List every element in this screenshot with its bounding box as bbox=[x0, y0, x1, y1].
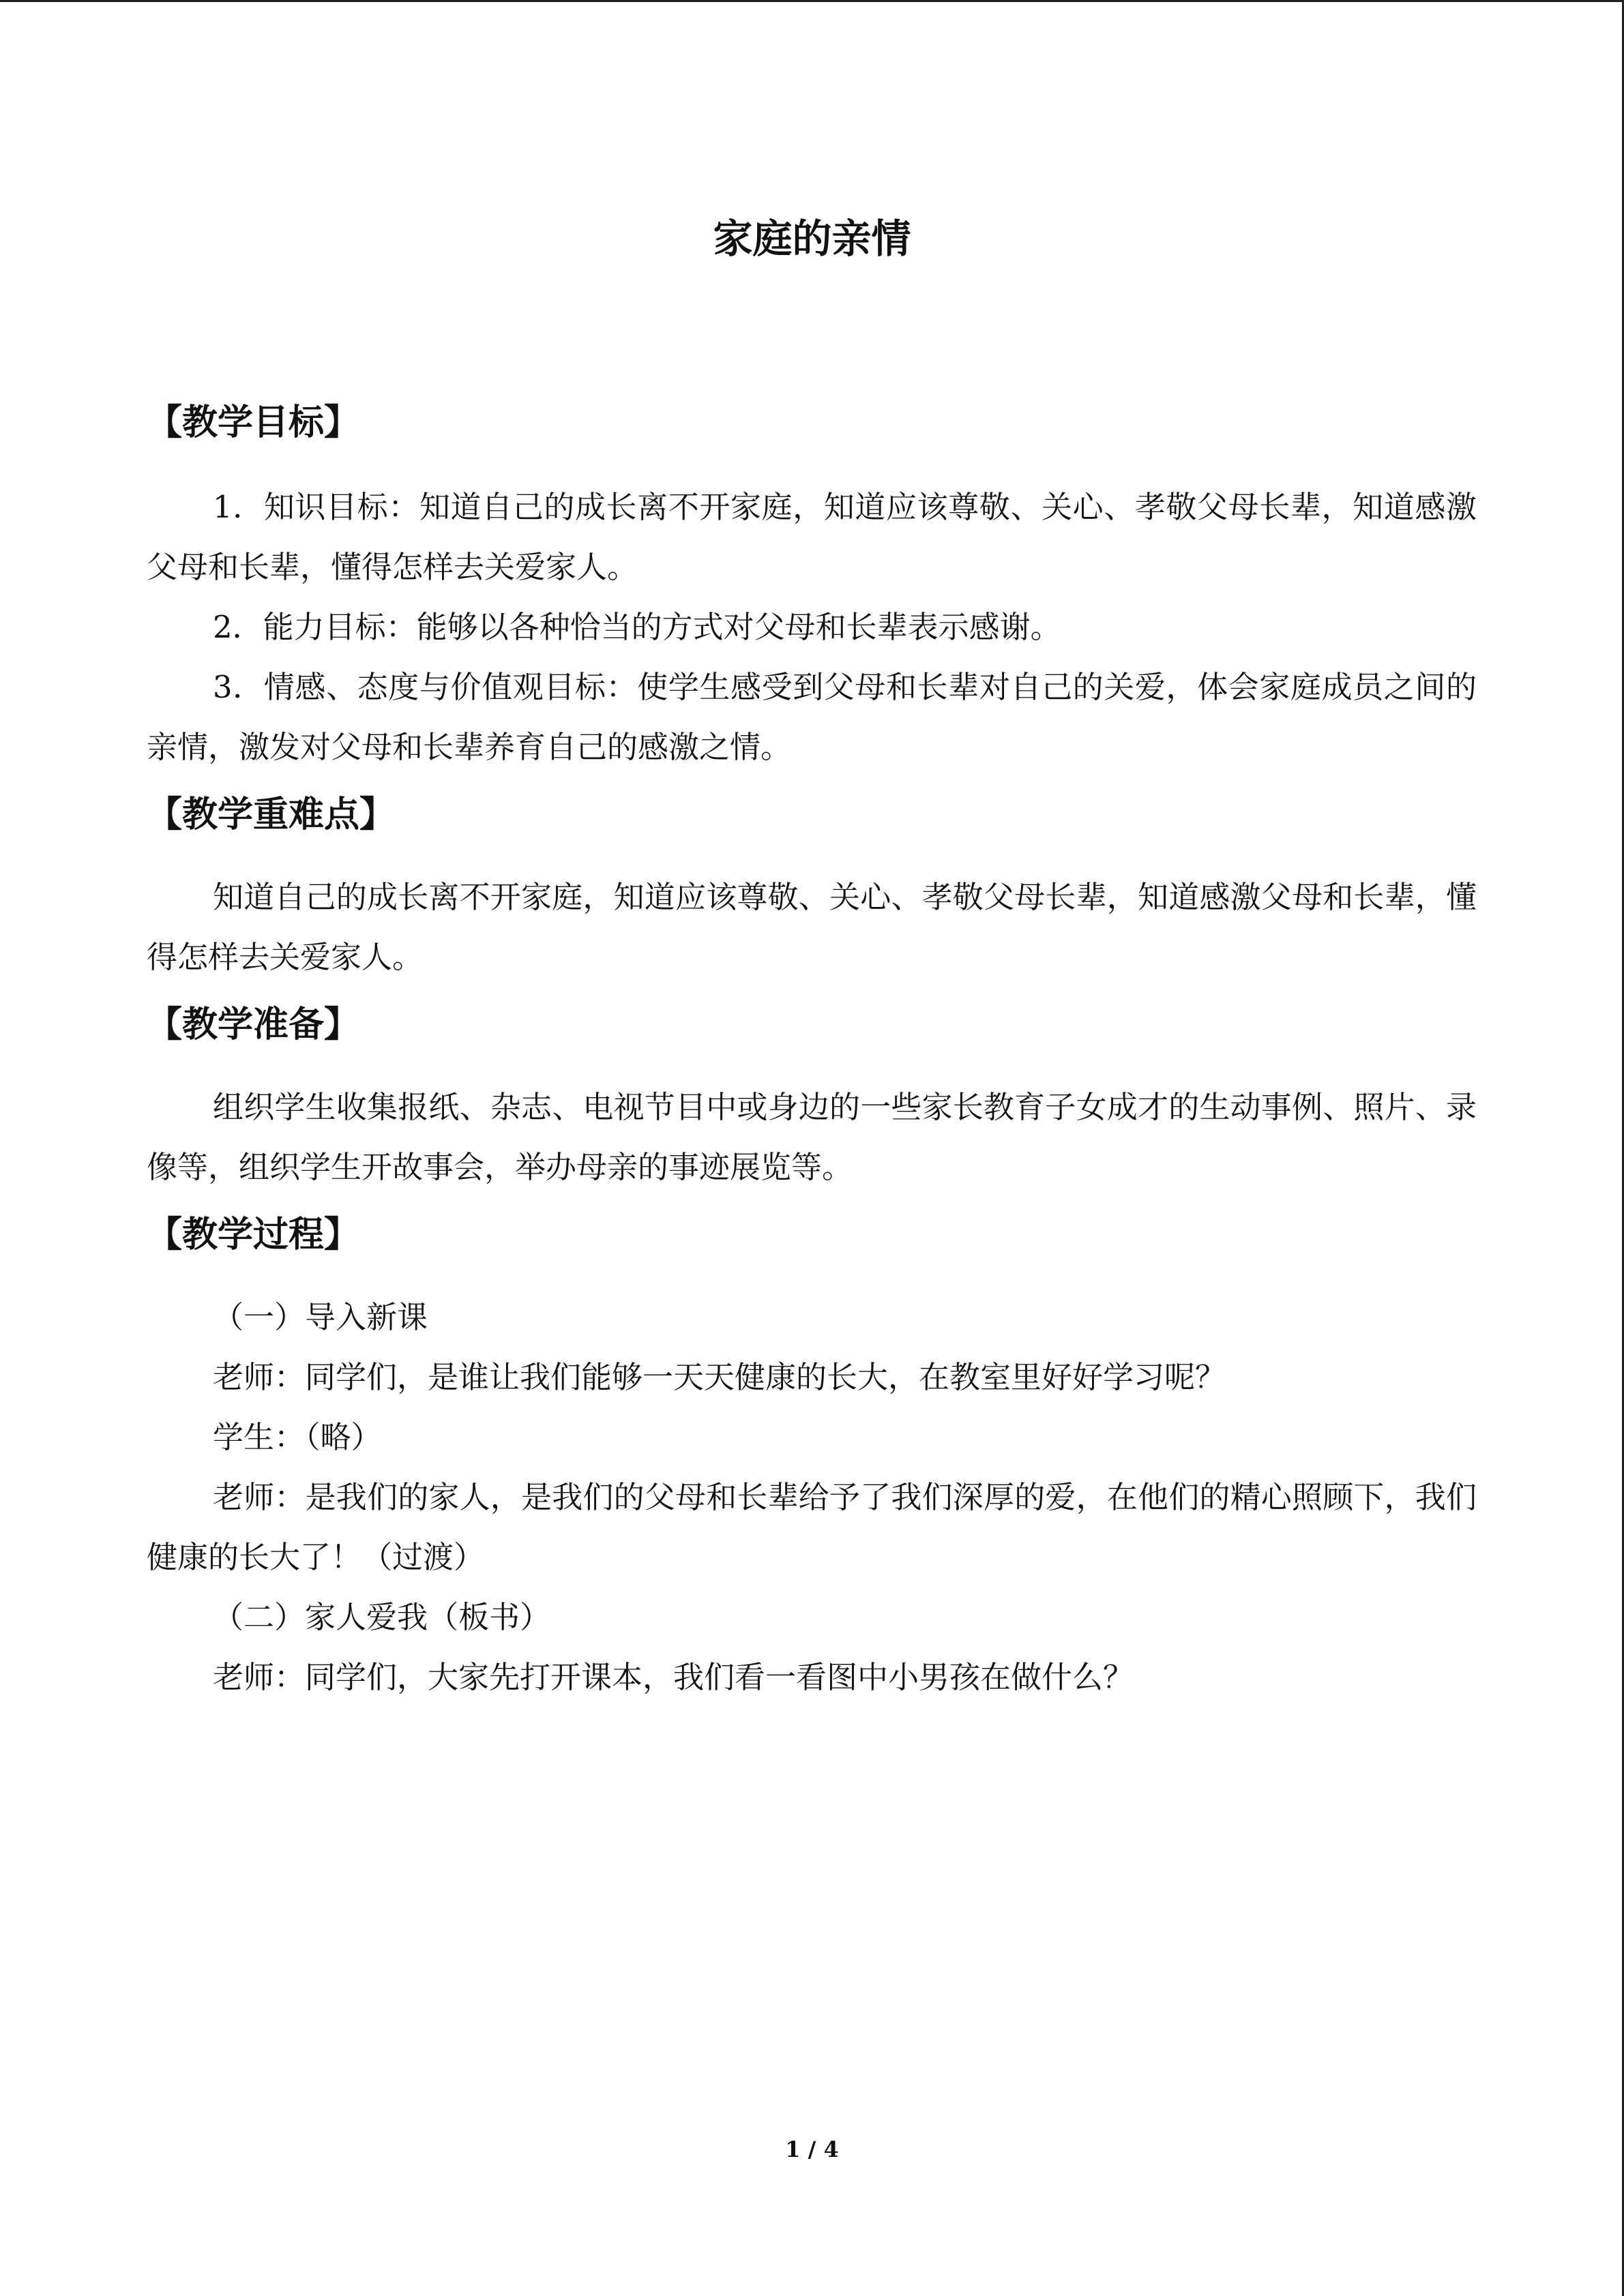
section-heading-process: 【教学过程】 bbox=[147, 1214, 360, 1255]
process-line-intro: （一）导入新课 bbox=[213, 1299, 428, 1335]
goal-item-knowledge: 1．知识目标：知道自己的成长离不开家庭，知道应该尊敬、关心、孝敬父母长辈，知道感激父母和长辈，懂得怎样去关爱家人。 bbox=[147, 489, 1477, 585]
preparation-text: 组织学生收集报纸、杂志、电视节目中或身边的一些家长教育子女成才的生动事例、照片、录像等，组织学生开故事会，举办母亲的事迹展览等。 bbox=[147, 1089, 1477, 1185]
document-title: 家庭的亲情 bbox=[713, 215, 911, 262]
process-line-student-answer: 学生：（略） bbox=[213, 1419, 382, 1455]
section-heading-preparation: 【教学准备】 bbox=[147, 1004, 360, 1045]
section-heading-key-points: 【教学重难点】 bbox=[147, 794, 396, 835]
section-heading-goals: 【教学目标】 bbox=[147, 402, 360, 443]
goal-item-ability: 2．能力目标：能够以各种恰当的方式对父母和长辈表示感谢。 bbox=[213, 609, 1061, 645]
page-top-border bbox=[0, 0, 1624, 2]
process-line-teacher-question: 老师：同学们，是谁让我们能够一天天健康的长大，在教室里好好学习呢？ bbox=[213, 1359, 1226, 1395]
goal-item-emotion: 3．情感、态度与价值观目标：使学生感受到父母和长辈对自己的关爱，体会家庭成员之间的亲情，激发对父母和长辈养育自己的感激之情。 bbox=[147, 669, 1477, 765]
key-points-text: 知道自己的成长离不开家庭，知道应该尊敬、关心、孝敬父母长辈，知道感激父母和长辈，懂得怎样去关爱家人。 bbox=[147, 879, 1477, 975]
process-teacher-paragraph: 老师：是我们的家人，是我们的父母和长辈给予了我们深厚的爱，在他们的精心照顾下，我们健康的长大了！（过渡） bbox=[147, 1479, 1477, 1575]
process-line-family-loves-me: （二）家人爱我（板书） bbox=[213, 1599, 551, 1635]
process-line-teacher-textbook: 老师：同学们，大家先打开课本，我们看一看图中小男孩在做什么？ bbox=[213, 1659, 1134, 1695]
page-number: 1 / 4 bbox=[785, 2136, 839, 2162]
